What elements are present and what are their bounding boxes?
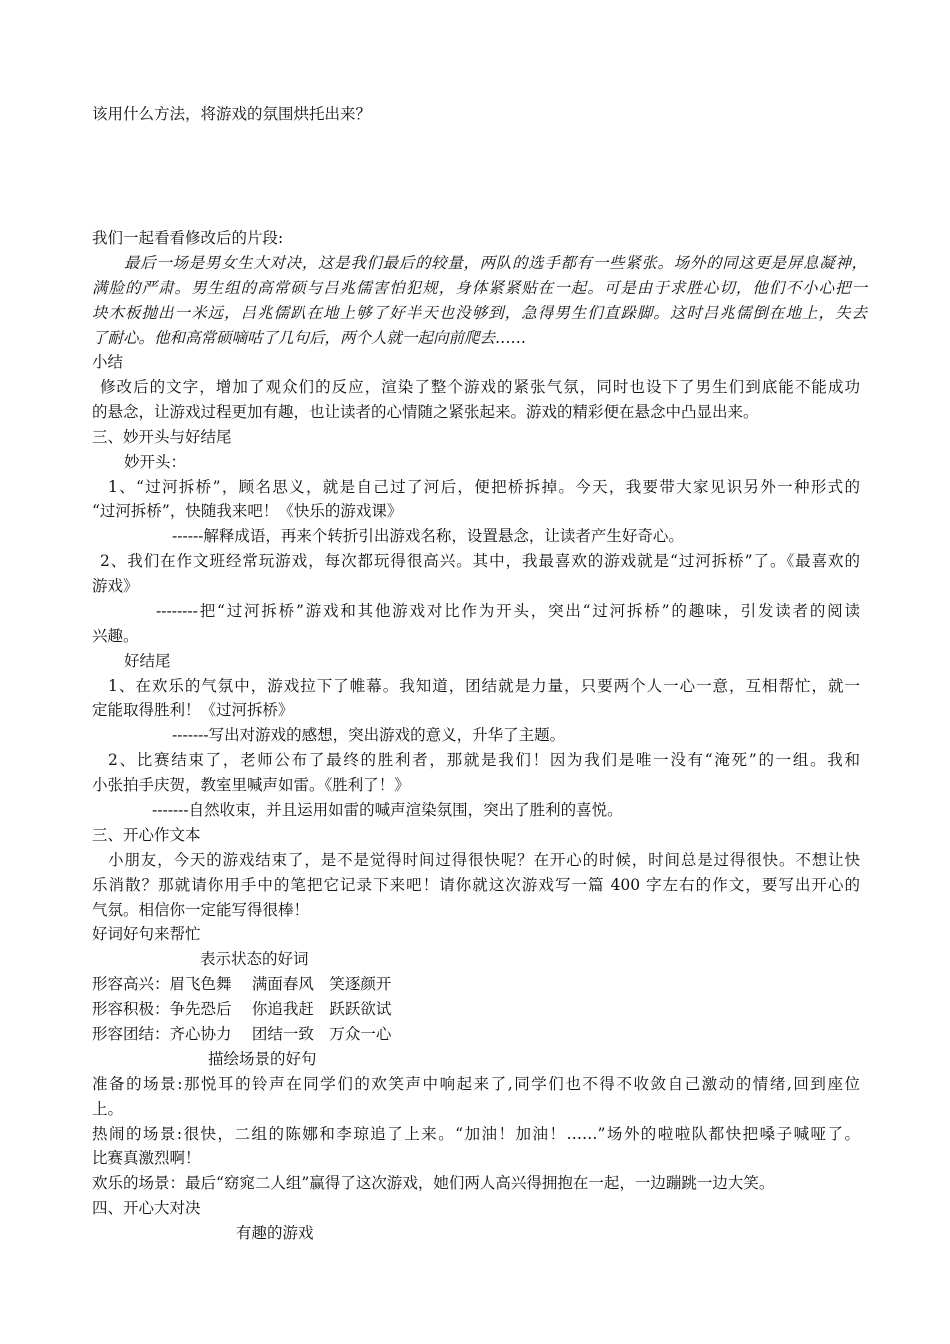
revised-paragraph-line: 最后一场是男女生大对决，这是我们最后的较量，两队的选手都有一些紧张。场外的同这更是屏息凝神， [124,254,867,272]
summary-line: 的悬念，让游戏过程更加有趣，也让读者的心情随之紧张起来。游戏的精彩便在悬念中凸显出来。 [92,403,759,421]
scene-sentence-line: 欢乐的场景：最后“窈窕二人组”赢得了这次游戏，她们两人高兴得拥抱在一起，一边蹦跳一边大笑。 [92,1174,775,1192]
word-list-line: 形容团结：齐心协力 团结一致 万众一心 [92,1025,392,1043]
opening-comment: --------把“过河拆桥”游戏和其他游戏对比作为开头，突出“过河拆桥”的趣味，引发读者的阅读 [156,602,860,620]
ending-comment: -------写出对游戏的感想，突出游戏的意义，升华了主题。 [172,726,566,744]
opening-example-line: 1、“过河拆桥”，顾名思义，就是自己过了河后，便把桥拆掉。今天，我要带大家见识另外一种形式的 [108,478,860,496]
word-list-line: 形容积极：争先恐后 你追我赶 跃跃欲试 [92,1000,392,1018]
ending-comment: -------自然收束，并且运用如雷的喊声渲染氛围，突出了胜利的喜悦。 [152,801,623,819]
scenes-heading: 描绘场景的好句 [208,1050,317,1068]
revised-intro: 我们一起看看修改后的片段: [92,229,284,247]
section-heading: 四、开心大对决 [92,1199,201,1217]
scene-sentence-line: 上。 [92,1100,124,1118]
word-list-line: 形容高兴：眉飞色舞 满面春风 笑逐颜开 [92,975,392,993]
summary-line: 修改后的文字，增加了观众们的反应，渲染了整个游戏的紧张气氛，同时也设下了男生们到底能不能成功 [100,378,860,396]
ending-example-line: 1、在欢乐的气氛中，游戏拉下了帷幕。我知道，团结就是力量，只要两个人一心一意，互相帮忙，就一 [108,677,860,695]
scene-sentence-line: 热闹的场景:很快，二组的陈娜和李琼追了上来。“加油！加油！……”场外的啦啦队都快把嗓子喊哑了。 [92,1125,860,1143]
writing-prompt-line: 乐消散？那就请你用手中的笔把它记录下来吧！请你就这次游戏写一篇 400 字左右的作文，要写出开心的 [92,876,860,894]
question-line: 该用什么方法，将游戏的氛围烘托出来？ [92,105,372,123]
opening-comment: ------解释成语，再来个转折引出游戏名称，设置悬念，让读者产生好奇心。 [172,527,684,545]
subheading-ending: 好结尾 [124,652,171,670]
writing-prompt-line: 气氛。相信你一定能写得很棒！ [92,901,310,919]
revised-paragraph-line: 块木板抛出一米远，吕兆儒趴在地上够了好半天也没够到，急得男生们直跺脚。这时吕兆儒倒在地上，失去 [92,304,867,322]
opening-comment: 兴趣。 [92,627,139,645]
words-heading: 表示状态的好词 [200,950,309,968]
revised-paragraph-line: 满脸的严肃。男生组的高常硕与吕兆儒害怕犯规，身体紧紧贴在一起。可是由于求胜心切，他们不小心把一 [92,279,867,297]
games-heading: 有趣的游戏 [236,1224,314,1242]
opening-example-line: 游戏》 [92,577,139,595]
ending-example-line: 2、比赛结束了，老师公布了最终的胜利者，那就是我们！因为我们是唯一没有“淹死”的一组。我和 [108,751,860,769]
writing-prompt-line: 小朋友，今天的游戏结束了，是不是觉得时间过得很快呢？在开心的时候，时间总是过得很快。不想让快 [108,851,860,869]
section-heading: 三、妙开头与好结尾 [92,428,232,446]
ending-example-line: 定能取得胜利！《过河拆桥》 [92,701,294,719]
opening-example-line: 2、我们在作文班经常玩游戏，每次都玩得很高兴。其中，我最喜欢的游戏就是“过河拆桥”了。《最喜欢的 [100,552,860,570]
section-heading: 三、开心作文本 [92,826,201,844]
subheading-opening: 妙开头： [124,453,187,471]
summary-heading: 小结 [92,353,124,371]
help-heading: 好词好句来帮忙 [92,925,201,943]
opening-example-line: “过河拆桥”，快随我来吧！《快乐的游戏课》 [92,502,403,520]
scene-sentence-line: 准备的场景:那悦耳的铃声在同学们的欢笑声中响起来了,同学们也不得不收敛自己激动的情绪,回到座位 [92,1075,860,1093]
scene-sentence-line: 比赛真激烈啊！ [92,1149,201,1167]
ending-example-line: 小张拍手庆贺，教室里喊声如雷。《胜利了！》 [92,776,410,794]
revised-paragraph-line: 了耐心。他和高常硕嘀咕了几句后，两个人就一起向前爬去…… [92,329,527,347]
